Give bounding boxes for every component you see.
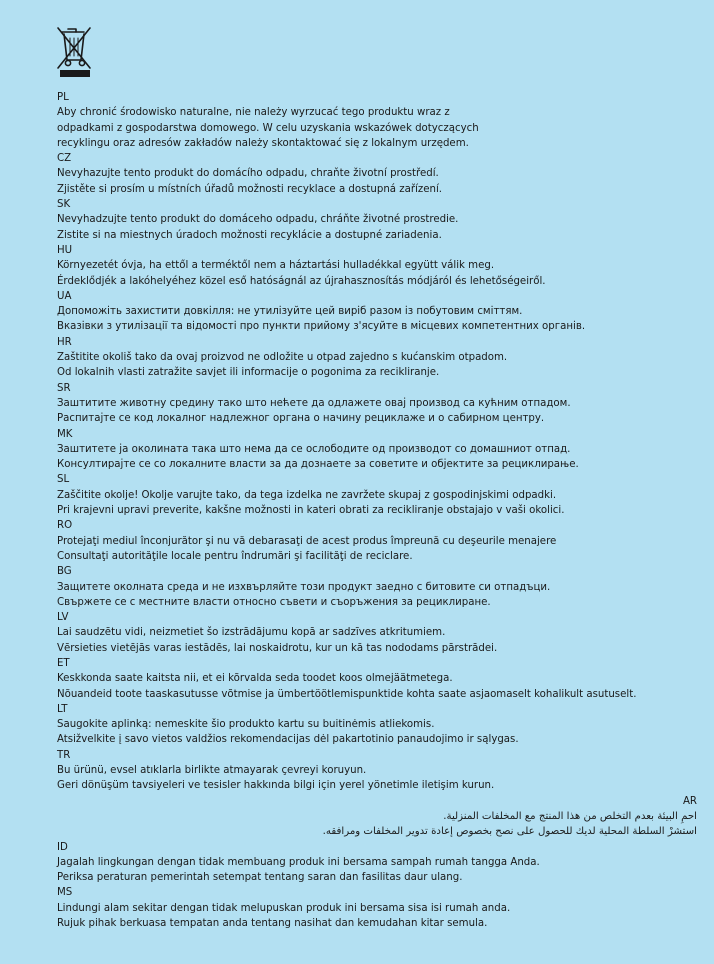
notice-line: recyklingu oraz adresów zakładów należy skontaktować się z lokalnym urzędem. xyxy=(57,137,469,149)
section-hu xyxy=(57,243,697,289)
section-ms xyxy=(57,885,697,931)
notice-line: Zaščitite okolje! Okolje varujte tako, da tega izdelka ne zavržete skupaj z gospodinjskimi odpadki. xyxy=(57,489,557,501)
language-code: LT xyxy=(57,703,68,715)
notice-line: Допоможіть захистити довкілля: не утилізуйте цей виріб разом із побутовим сміттям. xyxy=(57,306,523,318)
language-code: CZ xyxy=(57,153,72,165)
notice-line: Bu ürünü, evsel atıklarla birlikte atmayarak çevreyi koruyun. xyxy=(57,765,367,777)
notice-line: Saugokite aplinką: nemeskite šio produkto kartu su buitinėmis atliekomis. xyxy=(57,719,435,731)
notice-line: Vērsieties vietējās varas iestādēs, lai noskaidrotu, kur un kā tas nododams pārstrādei. xyxy=(57,642,498,654)
notice-line: Заштитите животну средину тако што нећете да одлажете овај производ са кућним отпадом. xyxy=(57,397,571,409)
section-ua xyxy=(57,289,697,335)
notice-line: Свържете се с местните власти относно съвети и съоръжения за рециклиране. xyxy=(57,596,491,608)
language-code: MS xyxy=(57,887,73,899)
section-id xyxy=(57,840,697,886)
section-tr xyxy=(57,748,697,794)
section-pl xyxy=(57,90,697,151)
notice-line: Lindungi alam sekitar dengan tidak melupuskan produk ini bersama sisa isi rumah anda. xyxy=(57,902,511,914)
notice-line: Nõuandeid toote taaskasutusse võtmise ja ümbertöötlemispunktide kohta saate asjaomaselt kohalikult asutuselt. xyxy=(57,688,637,700)
language-code: ET xyxy=(57,657,70,669)
notice-line: Atsižvelkite į savo vietos valdžios rekomendacijas dėl pakartotinio panaudojimo ir sąlygas. xyxy=(57,734,519,746)
section-et xyxy=(57,656,697,702)
section-hr xyxy=(57,335,697,381)
language-code: RO xyxy=(57,520,73,532)
notice-line: odpadkami z gospodarstwa domowego. W celu uzyskania wskazówek dotyczących xyxy=(57,122,479,134)
notice-line: Consultaţi autorităţile locale pentru îndrumări şi facilităţi de reciclare. xyxy=(57,550,413,562)
section-lt xyxy=(57,702,697,748)
language-code: PL xyxy=(57,92,69,103)
notice-line: Protejaţi mediul înconjurător şi nu vă debarasaţi de acest produs împreună cu deşeurile menajere xyxy=(57,535,557,547)
language-code: LV xyxy=(57,612,69,624)
section-sl xyxy=(57,472,697,518)
notice-line: احمِ البيئة بعدم التخلص من هذا المنتج مع المخلفات المنزلية. xyxy=(443,810,697,822)
crossed-out-wheelie-bin-icon xyxy=(56,26,92,80)
section-bg xyxy=(57,564,697,610)
notice-line: Od lokalnih vlasti zatražite savjet ili informacije o pogonima za recikliranje. xyxy=(57,367,440,379)
section-mk xyxy=(57,427,697,473)
language-code: SR xyxy=(57,382,71,394)
notice-line: Érdeklődjék a lakóhelyéhez közel eső hatóságnál az újrahasznosítás módjáról és lehetőségeiről. xyxy=(57,275,546,287)
notice-line: Консултирајте се со локалните власти за да дознаете за советите и објектите за рециклирање. xyxy=(57,459,579,471)
notice-line: Periksa peraturan pemerintah setempat tentang saran dan fasilitas daur ulang. xyxy=(57,872,463,884)
notice-line: Распитајте се код локалног надлежног органа о начину рециклаже и о сабирном центру. xyxy=(57,413,545,425)
notice-line: Keskkonda saate kaitsta nii, et ei kõrvalda seda toodet koos olmejäätmetega. xyxy=(57,673,453,685)
notice-line: Pri krajevni upravi preverite, kakšne možnosti in kateri obrati za recikliranje obstajajo v vaši okolici. xyxy=(57,505,565,517)
section-lv xyxy=(57,610,697,656)
language-code: TR xyxy=(57,749,71,761)
language-code: MK xyxy=(57,428,73,440)
notice-line: Zaštitite okoliš tako da ovaj proizvod ne odložite u otpad zajedno s kućanskim otpadom. xyxy=(57,352,508,364)
language-code: SK xyxy=(57,199,71,211)
section-cz xyxy=(57,151,697,197)
language-code: ID xyxy=(57,841,68,853)
language-code: HR xyxy=(57,336,72,348)
notice-line: Környezetét óvja, ha ettől a terméktől nem a háztartási hulladékkal együtt válik meg. xyxy=(57,260,495,272)
notice-line: Заштитете ја околината така што нема да се ослободите од производот со домашниот отпад. xyxy=(57,443,571,455)
language-code: SL xyxy=(57,474,70,486)
section-ro xyxy=(57,518,697,564)
section-sr xyxy=(57,381,697,427)
notice-line: Zjistěte si prosím u místních úřadů možnosti recyklace a dostupná zařízení. xyxy=(57,183,443,195)
notice-line: Защитете околната среда и не изхвърляйте този продукт заедно с битовите си отпадъци. xyxy=(57,581,551,593)
notice-line: Lai saudzētu vidi, neizmetiet šo izstrādājumu kopā ar sadzīves atkritumiem. xyxy=(57,627,446,639)
notice-line: Geri dönüşüm tavsiyeleri ve tesisler hakkında bilgi için yerel yönetimle iletişim kurun. xyxy=(57,780,495,792)
multilingual-disposal-notice xyxy=(57,90,697,931)
notice-line: Zistite si na miestnych úradoch možnosti recyklácie a dostupné zariadenia. xyxy=(57,229,442,241)
language-code: HU xyxy=(57,244,73,256)
notice-line: Aby chronić środowisko naturalne, nie należy wyrzucać tego produktu wraz z xyxy=(57,107,450,119)
notice-line: Jagalah lingkungan dengan tidak membuang produk ini bersama sampah rumah tangga Anda. xyxy=(57,856,540,868)
notice-line: Вказівки з утилізації та відомості про пункти прийому з'ясуйте в місцевих компетентних органів. xyxy=(57,321,586,333)
language-code: AR xyxy=(682,795,697,807)
language-code: UA xyxy=(57,290,72,302)
notice-line: Rujuk pihak berkuasa tempatan anda tentang nasihat dan kemudahan kitar semula. xyxy=(57,918,488,930)
language-code: BG xyxy=(57,566,72,578)
section-sk xyxy=(57,197,697,243)
notice-line: استشرْ السلطة المحلية لديك للحصول على نصح بخصوص إعادة تدوير المخلفات ومرافقه. xyxy=(322,826,697,838)
notice-line: Nevyhadzujte tento produkt do domáceho odpadu, chráňte životné prostredie. xyxy=(57,214,459,226)
section-ar xyxy=(57,794,697,840)
notice-line: Nevyhazujte tento produkt do domácího odpadu, chraňte životní prostředí. xyxy=(57,168,439,180)
